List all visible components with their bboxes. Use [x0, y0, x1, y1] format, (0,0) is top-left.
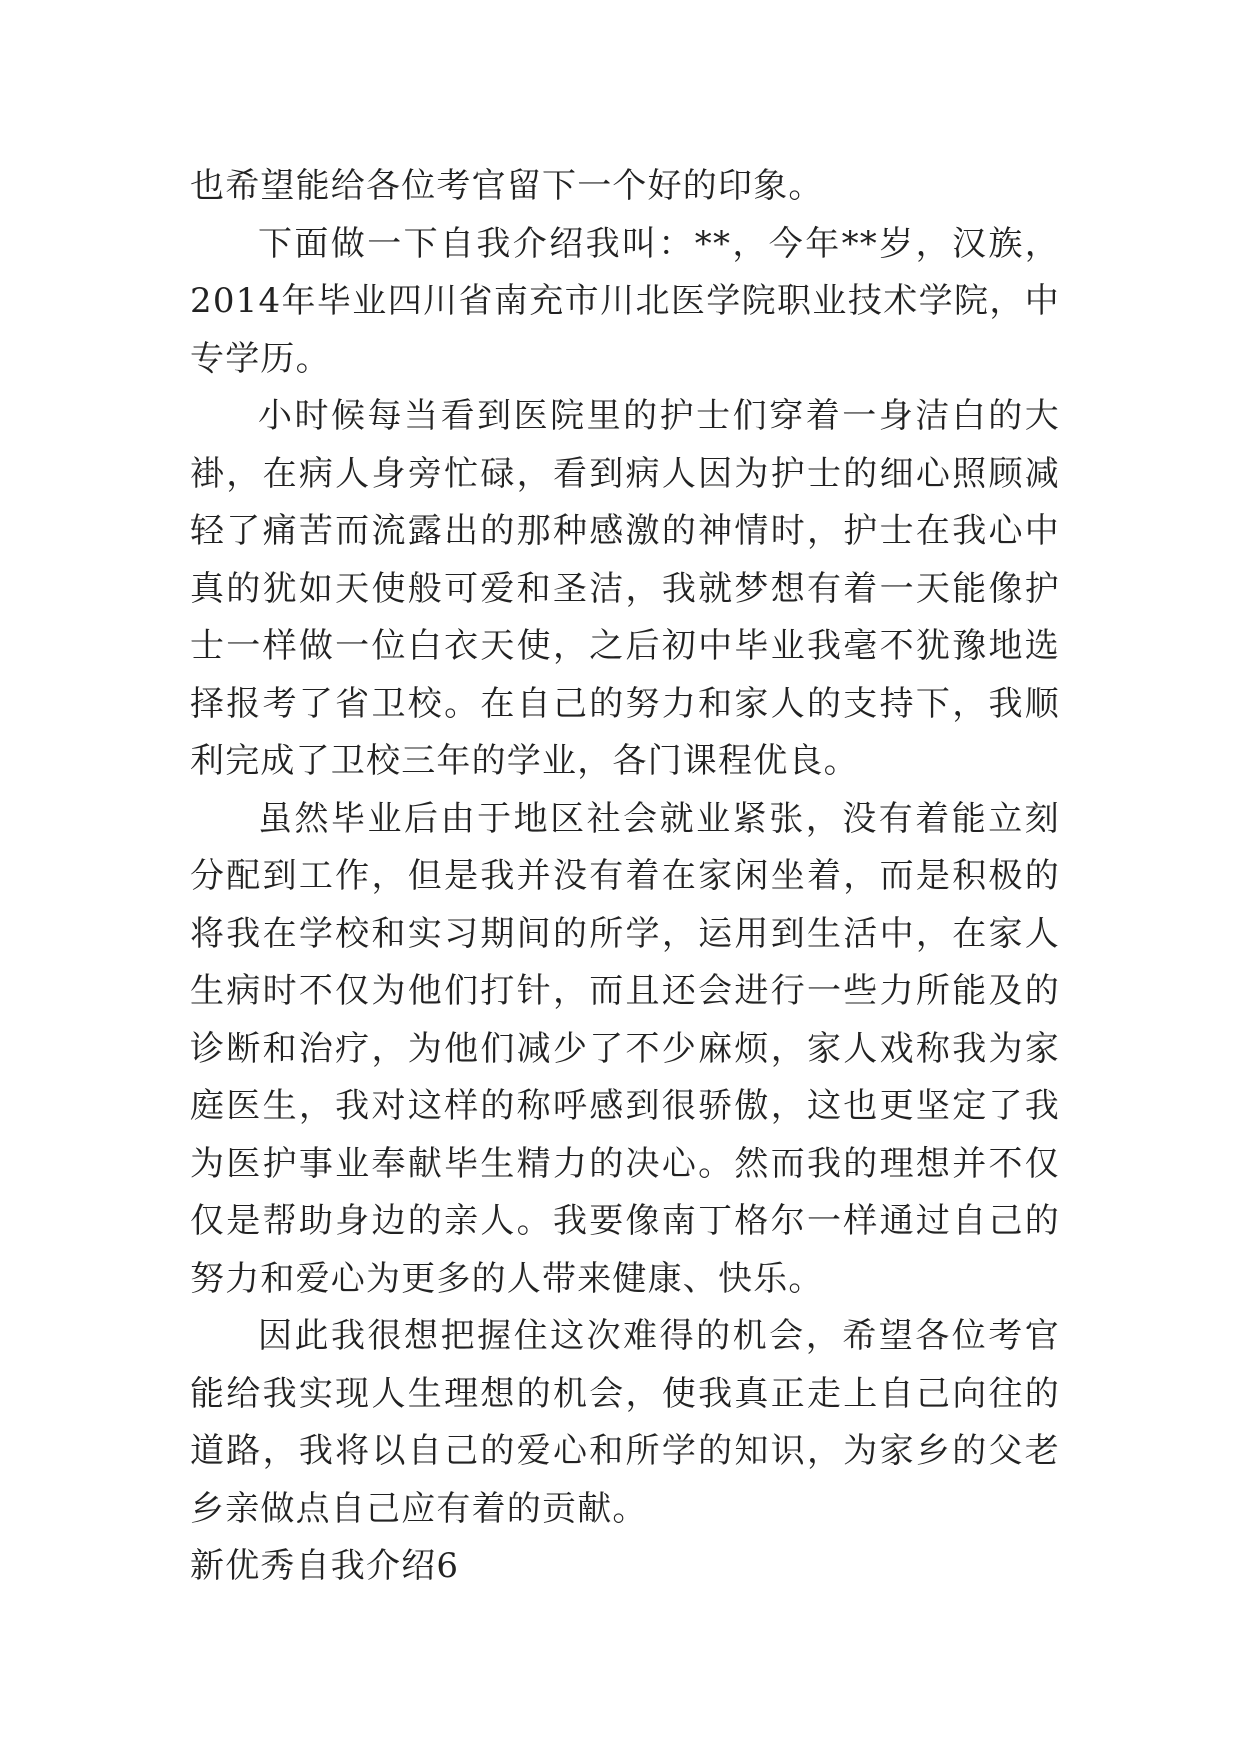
section-heading: 新优秀自我介绍6	[190, 1546, 460, 1586]
paragraph-after-graduation: 虽然毕业后由于地区社会就业紧张，没有着能立刻分配到工作，但是我并没有着在家闲坐着，而是积极的将我在学校和实习期间的所学，运用到生活中，在家人生病时不仅为他们打针，而且还会进行一些力所能及的诊断和治疗，为他们减少了不少麻烦，家人戏称我为家庭医生，我对这样的称呼感到很骄傲，这也更坚定了我为医护事业奉献毕生精力的决心。然而我的理想并不仅仅是帮助身边的亲人。我要像南丁格尔一样通过自己的努力和爱心为更多的人带来健康、快乐。	[190, 798, 1060, 1299]
paragraph-self-introduction: 下面做一下自我介绍我叫：**，今年**岁，汉族，2014年毕业四川省南充市川北医学院职业技术学院，中专学历。	[190, 223, 1060, 379]
paragraph-childhood-dream: 小时候每当看到医院里的护士们穿着一身洁白的大褂，在病人身旁忙碌，看到病人因为护士的细心照顾减轻了痛苦而流露出的那种感激的神情时，护士在我心中真的犹如天使般可爱和圣洁，我就梦想有着一天能像护士一样做一位白衣天使，之后初中毕业我毫不犹豫地选择报考了省卫校。在自己的努力和家人的支持下，我顺利完成了卫校三年的学业，各门课程优良。	[190, 396, 1060, 781]
paragraph-continuation: 也希望能给各位考官留下一个好的印象。	[190, 166, 824, 206]
paragraph-conclusion: 因此我很想把握住这次难得的机会，希望各位考官能给我实现人生理想的机会，使我真正走上自己向往的道路，我将以自己的爱心和所学的知识，为家乡的父老乡亲做点自己应有着的贡献。	[190, 1316, 1060, 1529]
document-body	[190, 158, 1060, 1596]
